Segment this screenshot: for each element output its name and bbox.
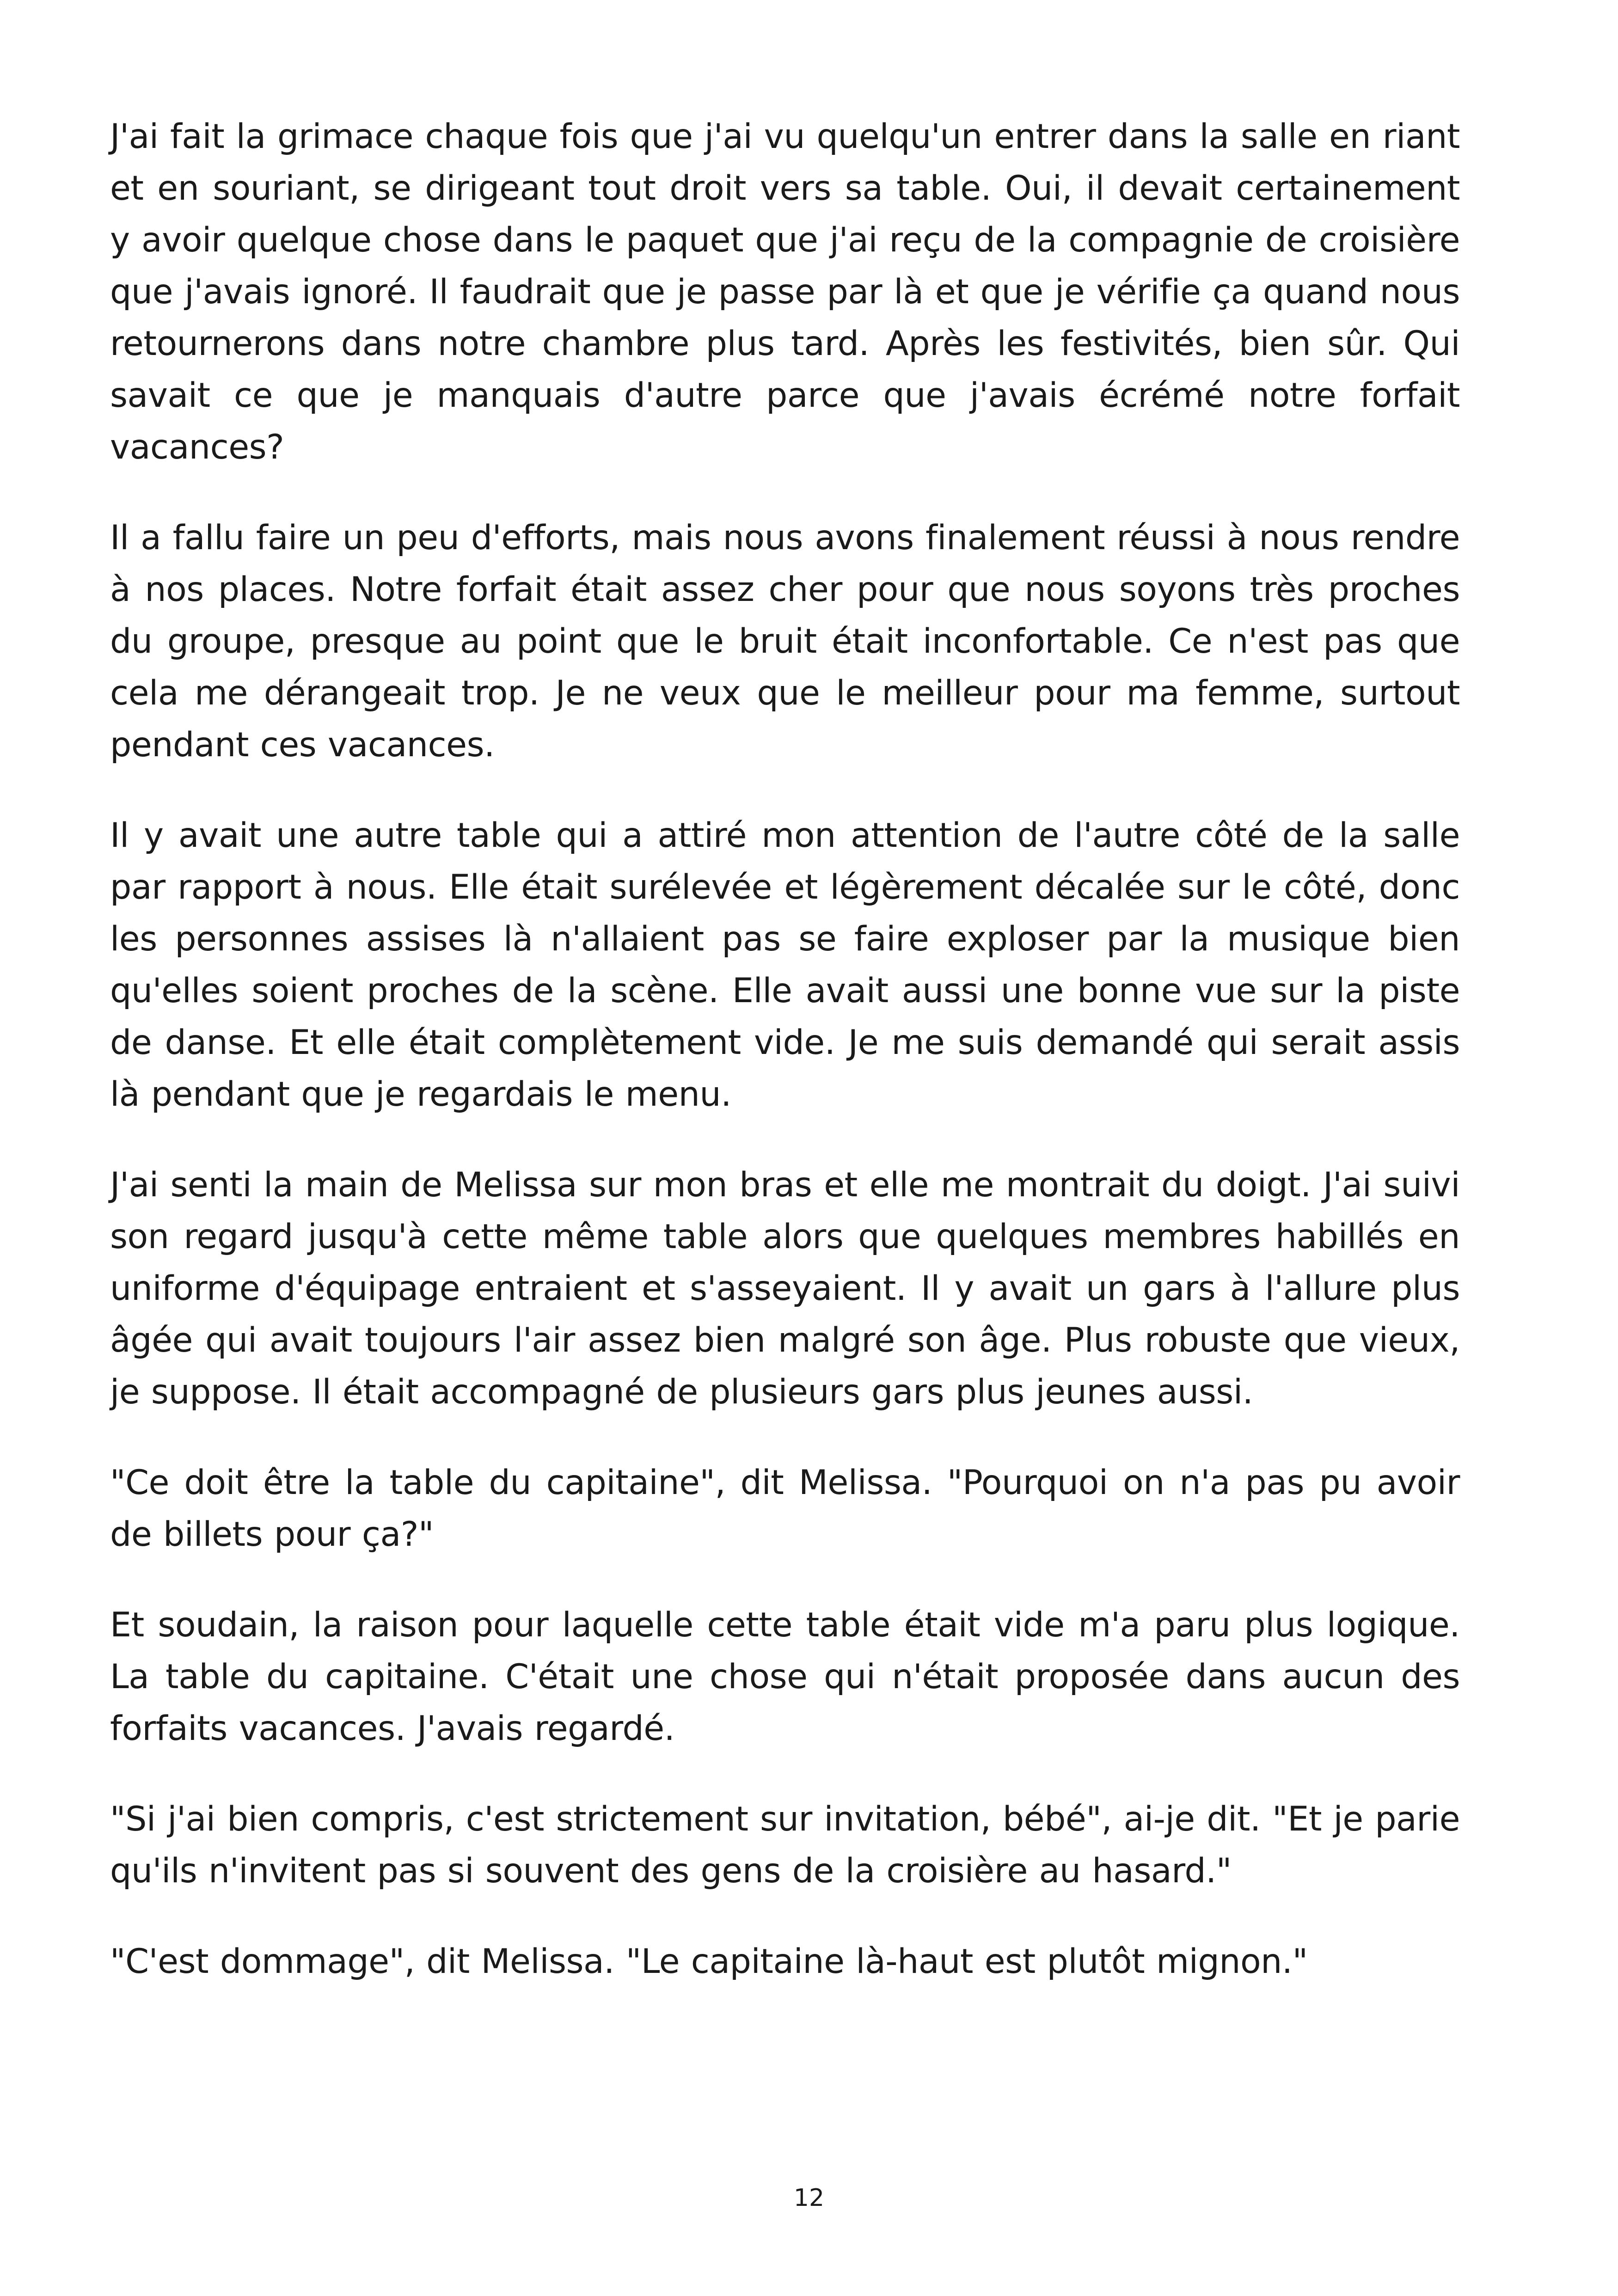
paragraph-5: "Ce doit être la table du capitaine", dit Melissa. "Pourquoi on n'a pas pu avoir de billets pour ça?" <box>110 1463 1460 1554</box>
paragraph-4: J'ai senti la main de Melissa sur mon bras et elle me montrait du doigt. J'ai suivi son regard jusqu'à cette même table alors que quelques membres habillés en uniforme d'équipage entraient et s'asseyaient. Il y avait un gars à l'allure plus âgée qui avait toujours l'air assez bien malgré son âge. Plus robuste que vieux, je suppose. Il était accompagné de plusieurs gars plus jeunes aussi. <box>110 1165 1460 1412</box>
paragraph-1: J'ai fait la grimace chaque fois que j'ai vu quelqu'un entrer dans la salle en riant et en souriant, se dirigeant tout droit vers sa table. Oui, il devait certainement y avoir quelque chose dans le paquet que j'ai reçu de la compagnie de croisière que j'avais ignoré. Il faudrait que je passe par là et que je vérifie ça quand nous retournerons dans notre chambre plus tard. Après les festivités, bien sûr. Qui savait ce que je manquais d'autre parce que j'avais écrémé notre forfait vacances? <box>110 117 1460 467</box>
paragraph-2: Il a fallu faire un peu d'efforts, mais nous avons finalement réussi à nous rendre à nos places. Notre forfait était assez cher pour que nous soyons très proches du groupe, presque au point que le bruit était inconfortable. Ce n'est pas que cela me dérangeait trop. Je ne veux que le meilleur pour ma femme, surtout pendant ces vacances. <box>110 518 1460 765</box>
page-number: 12 <box>793 2184 825 2212</box>
paragraph-3: Il y avait une autre table qui a attiré mon attention de l'autre côté de la salle par rapport à nous. Elle était surélevée et légèrement décalée sur le côté, donc les personnes assises là n'allaient pas se faire exploser par la musique bien qu'elles soient proches de la scène. Elle avait aussi une bonne vue sur la piste de danse. Et elle était complètement vide. Je me suis demandé qui serait assis là pendant que je regardais le menu. <box>110 816 1460 1114</box>
paragraph-8: "C'est dommage", dit Melissa. "Le capitaine là-haut est plutôt mignon." <box>110 1942 1308 1981</box>
body-text <box>110 111 1460 2027</box>
paragraph-6: Et soudain, la raison pour laquelle cette table était vide m'a paru plus logique. La table du capitaine. C'était une chose qui n'était proposée dans aucun des forfaits vacances. J'avais regardé. <box>110 1605 1460 1748</box>
paragraph-7: "Si j'ai bien compris, c'est strictement sur invitation, bébé", ai-je dit. "Et je parie qu'ils n'invitent pas si souvent des gens de la croisière au hasard." <box>110 1800 1460 1891</box>
